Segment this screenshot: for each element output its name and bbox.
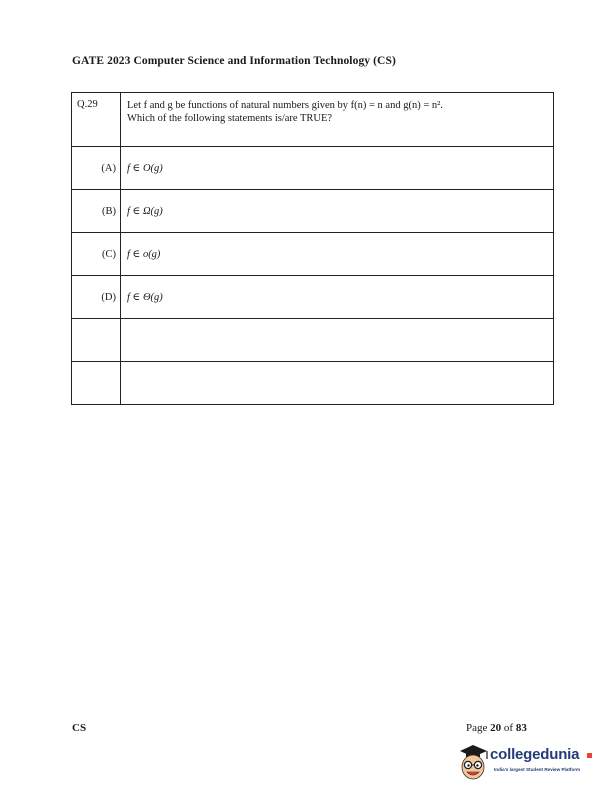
brand-mark-icon [587,753,593,759]
page-mid: of [501,722,516,734]
empty-cell [121,362,554,405]
option-row-b [72,190,554,233]
question-text-line-2: Which of the following statements is/are TRUE? [127,113,333,124]
page-current: 20 [490,722,502,734]
page-prefix: Page [466,722,491,734]
brand-name: collegedunia [490,746,580,763]
option-row-a [72,147,554,190]
brand-tagline: India's largest Student Review Platform [494,767,581,772]
empty-row [72,362,554,405]
option-label: (A) [72,147,121,190]
option-label: (B) [72,190,121,233]
question-number: Q.29 [72,93,121,147]
page-total: 83 [515,722,527,734]
mascot-icon [456,742,492,786]
collegedunia-logo[interactable] [456,742,596,786]
option-row-c [72,233,554,276]
option-text: f ∈ o(g) [121,233,554,276]
question-row [72,93,554,147]
option-text: f ∈ Θ(g) [121,276,554,319]
question-text-line-1: Let f and g be functions of natural numbers given by f(n) = n and g(n) = n². [127,100,443,111]
footer-page-number [466,722,527,734]
option-row-d [72,276,554,319]
empty-cell [121,319,554,362]
empty-cell [72,319,121,362]
footer-subject-code: CS [72,722,87,734]
option-text: f ∈ O(g) [121,147,554,190]
empty-row [72,319,554,362]
option-label: (C) [72,233,121,276]
empty-cell [72,362,121,405]
question-text [121,93,554,147]
option-text: f ∈ Ω(g) [121,190,554,233]
question-table [71,92,554,405]
option-label: (D) [72,276,121,319]
page-header-title: GATE 2023 Computer Science and Information Technology (CS) [72,55,396,67]
